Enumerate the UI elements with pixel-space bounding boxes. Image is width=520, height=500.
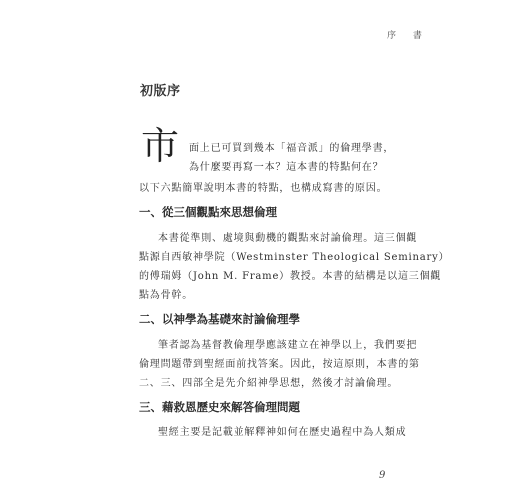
preface-title: 初版序 <box>140 84 181 99</box>
intro-line: 面上已可買到幾本「福音派」的倫理學書， <box>189 143 395 154</box>
drop-cap: 市 <box>141 124 180 168</box>
intro-line: 以下六點簡單說明本書的特點，也構成寫書的原因。 <box>139 183 388 194</box>
section-2-line: 二、三、四部全是先介紹神學思想，然後才討論倫理。 <box>139 378 399 389</box>
section-3-line: 聖經主要是記載並解釋神如何在歷史過程中為人類成 <box>158 427 407 438</box>
section-1-line: 的傅瑞姆（John M. Frame）教授。本書的結構是以這三個觀 <box>139 271 442 282</box>
section-1-line: 本書從準則、處境與動機的觀點來討論倫理。這三個觀 <box>158 233 418 244</box>
section-2-line: 筆者認為基督教倫理學應該建立在神學以上，我們要把 <box>158 340 418 351</box>
section-heading-2: 二、以神學為基礎來討論倫理學 <box>139 312 300 326</box>
section-heading-1: 一、從三個觀點來思想倫理 <box>139 205 277 219</box>
section-2-line: 倫理問題帶到聖經面前找答案。因此，按這原則，本書的第 <box>139 359 420 370</box>
section-1-line: 點源自西敏神學院（Westminster Theological Seminary） <box>139 252 450 263</box>
page-number: 9 <box>379 470 386 481</box>
running-head: 序 書 <box>387 31 429 41</box>
intro-line: 為什麼要再寫一本？這本書的特點何在？ <box>189 162 384 173</box>
section-1-line: 點為骨幹。 <box>139 290 193 301</box>
section-heading-3: 三、藉救恩歷史來解答倫理問題 <box>139 400 300 414</box>
